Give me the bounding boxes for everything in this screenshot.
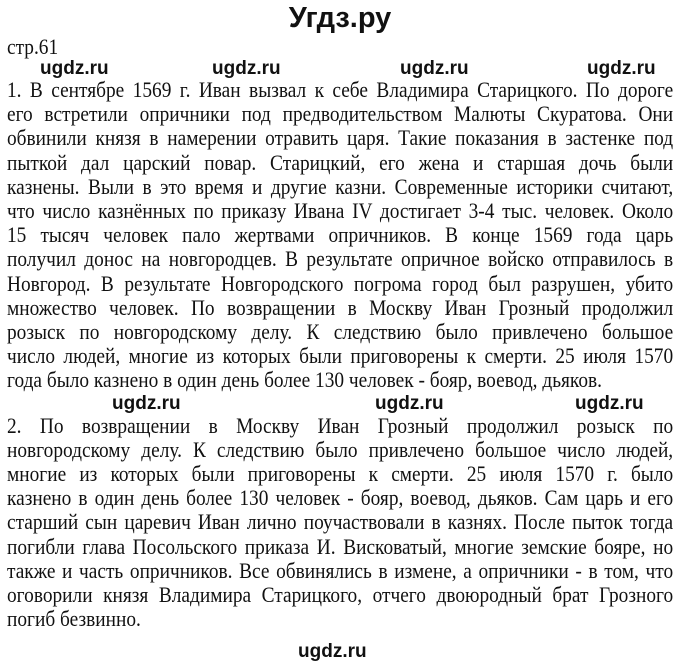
text-line: погибли глава Посольского приказа И. Висковатый, многие земские бояре, но bbox=[7, 534, 674, 559]
text-line: 2. По возвращении в Москву Иван Грозный продолжил розыск по bbox=[7, 413, 674, 438]
text-line: казнены. Выли в это время и другие казни. Современные историки считают, bbox=[7, 174, 674, 199]
text-line: 1. В сентябре 1569 г. Иван вызвал к себе Владимира Старицкого. По дороге bbox=[7, 77, 674, 102]
text-line: множество человек. По возвращении в Москву Иван Грозный продолжил bbox=[7, 295, 674, 320]
page-label: стр.61 bbox=[7, 34, 59, 59]
watermark: ugdz.ru bbox=[40, 58, 109, 79]
watermark: ugdz.ru bbox=[112, 393, 181, 414]
text-line: получил донос на новгородцев. В результате опричное войско отправилось в bbox=[7, 246, 674, 271]
text-line: оговорили князя Владимира Старицкого, отчего двоюродный брат Грозного bbox=[7, 582, 674, 607]
watermark: ugdz.ru bbox=[400, 58, 469, 79]
text-line: обвинили князя в намерении отравить царя. Такие показания в застенке под bbox=[7, 125, 674, 150]
watermark: ugdz.ru bbox=[298, 641, 367, 662]
text-line: что число казнённых по приказу Ивана IV достигает 3-4 тыс. человек. Около bbox=[7, 198, 674, 223]
watermark: ugdz.ru bbox=[587, 58, 656, 79]
text-line: старший сын царевич Иван лично поучаствовали в казнях. После пыток тогда bbox=[7, 509, 674, 534]
site-title: Угдз.ру bbox=[288, 2, 392, 34]
watermark: ugdz.ru bbox=[375, 393, 444, 414]
text-line: Новгород. В результате Новгородского погрома город был разрушен, убито bbox=[7, 271, 674, 296]
text-line: также и часть опричников. Все обвинялись в измене, а опричники - в том, что bbox=[7, 558, 674, 583]
text-line: казнено в один день более 130 человек - бояр, воевод, дьяков. Сам царь и его bbox=[7, 485, 674, 510]
text-line: 15 тысяч человек пало жертвами опричников. В конце 1569 года царь bbox=[7, 222, 674, 247]
watermark: ugdz.ru bbox=[575, 393, 644, 414]
text-line: пыткой дал царский повар. Старицкий, его жена и старшая дочь были bbox=[7, 150, 674, 175]
text-line: многие из которых были приговорены к смерти. 25 июля 1570 г. было bbox=[7, 461, 674, 486]
text-line: погиб безвинно. bbox=[7, 606, 141, 631]
text-line: года было казнено в один день более 130 человек - бояр, воевод, дьяков. bbox=[7, 367, 603, 392]
text-line: число людей, многие из которых были приговорены к смерти. 25 июля 1570 bbox=[7, 343, 674, 368]
watermark: ugdz.ru bbox=[212, 58, 281, 79]
text-line: розыск по новгородскому делу. К следствию было привлечено большое bbox=[7, 319, 674, 344]
text-line: новгородскому делу. К следствию было привлечено большое число людей, bbox=[7, 437, 674, 462]
text-line: его встретили опричники под предводительством Малюты Скуратова. Они bbox=[7, 101, 674, 126]
